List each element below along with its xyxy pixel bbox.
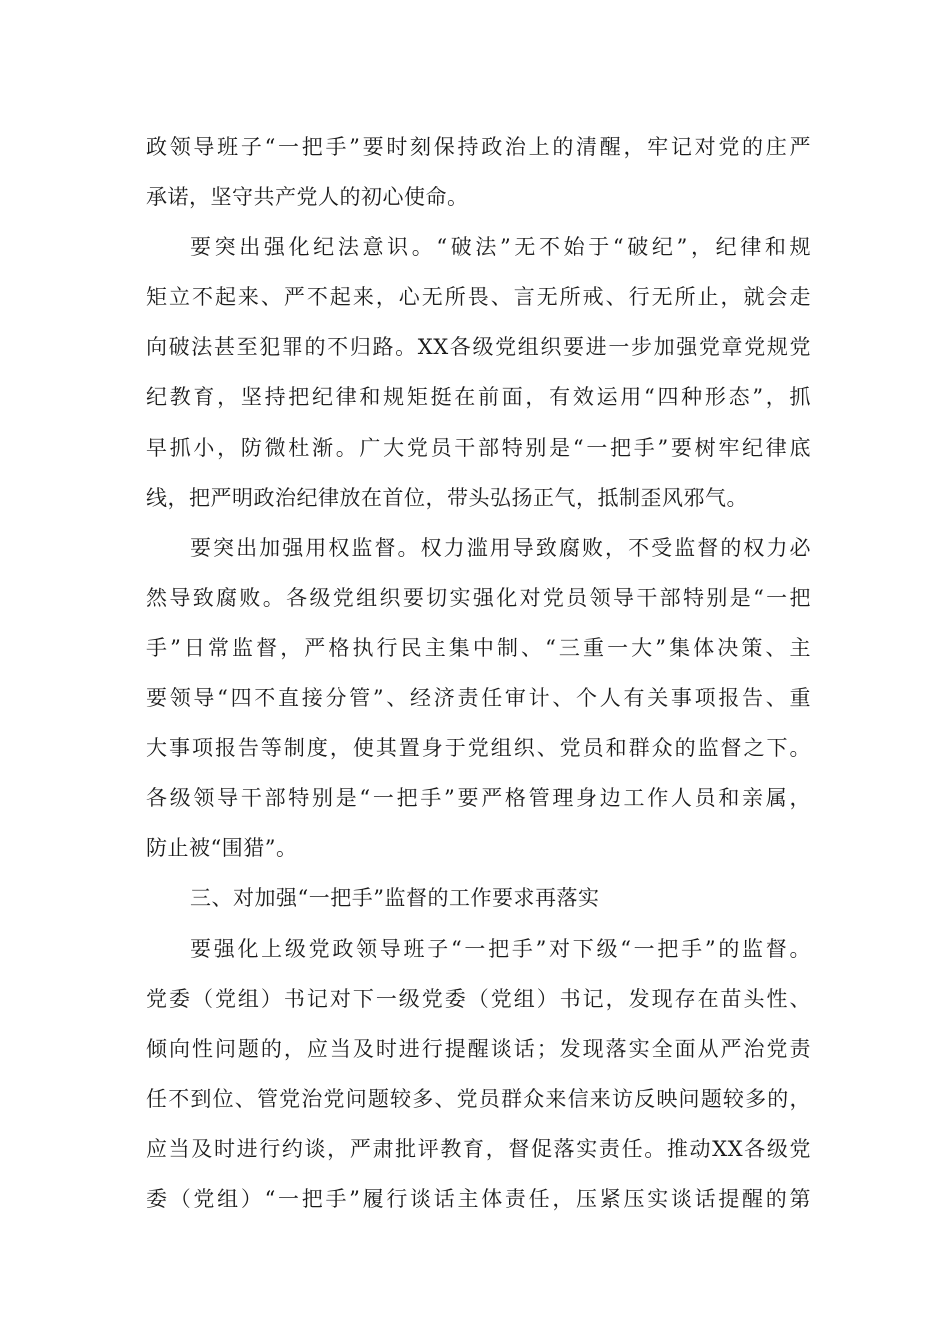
paragraph-line: 然导致腐败。各级党组织要切实强化对党员领导干部特别是“一把: [146, 585, 811, 610]
paragraph-line: 手”日常监督，严格执行民主集中制、“三重一大”集体决策、主: [146, 635, 811, 660]
paragraph-line: 防止被“围猎”。: [146, 836, 298, 861]
paragraph-line: 线，把严明政治纪律放在首位，带头弘扬正气，抵制歪风邪气。: [146, 485, 748, 510]
paragraph-line: 向破法甚至犯罪的不归路。XX各级党组织要进一步加强党章党规党: [146, 335, 811, 360]
section-heading: 三、对加强“一把手”监督的工作要求再落实: [190, 886, 600, 911]
paragraph-line: 大事项报告等制度，使其置身于党组织、党员和群众的监督之下。: [146, 736, 811, 761]
paragraph-line: 矩立不起来、严不起来，心无所畏、言无所戒、行无所止，就会走: [146, 285, 811, 310]
paragraph-line: 要强化上级党政领导班子“一把手”对下级“一把手”的监督。: [190, 936, 811, 961]
paragraph-line: 纪教育，坚持把纪律和规矩挺在前面，有效运用“四种形态”，抓: [146, 385, 811, 410]
paragraph-line: 委（党组）“一把手”履行谈话主体责任，压紧压实谈话提醒的第: [146, 1186, 811, 1211]
paragraph-line: 要突出强化纪法意识。“破法”无不始于“破纪”，纪律和规: [190, 235, 811, 260]
paragraph-line: 各级领导干部特别是“一把手”要严格管理身边工作人员和亲属，: [146, 786, 811, 811]
paragraph-line: 政领导班子“一把手”要时刻保持政治上的清醒，牢记对党的庄严: [146, 135, 811, 159]
paragraph-line: 倾向性问题的，应当及时进行提醒谈话；发现落实全面从严治党责: [146, 1036, 811, 1061]
paragraph-line: 承诺，坚守共产党人的初心使命。: [146, 185, 469, 210]
paragraph-line: 要领导“四不直接分管”、经济责任审计、个人有关事项报告、重: [146, 686, 811, 711]
paragraph-line: 党委（党组）书记对下一级党委（党组）书记，发现存在苗头性、: [146, 986, 811, 1011]
paragraph-line: 早抓小，防微杜渐。广大党员干部特别是“一把手”要树牢纪律底: [146, 435, 811, 460]
paragraph-line: 任不到位、管党治党问题较多、党员群众来信来访反映问题较多的，: [146, 1086, 811, 1111]
paragraph-line: 要突出加强用权监督。权力滥用导致腐败，不受监督的权力必: [190, 535, 811, 560]
document-body: [146, 128, 811, 1230]
paragraph-line: 应当及时进行约谈，严肃批评教育，督促落实责任。推动XX各级党: [146, 1136, 811, 1161]
